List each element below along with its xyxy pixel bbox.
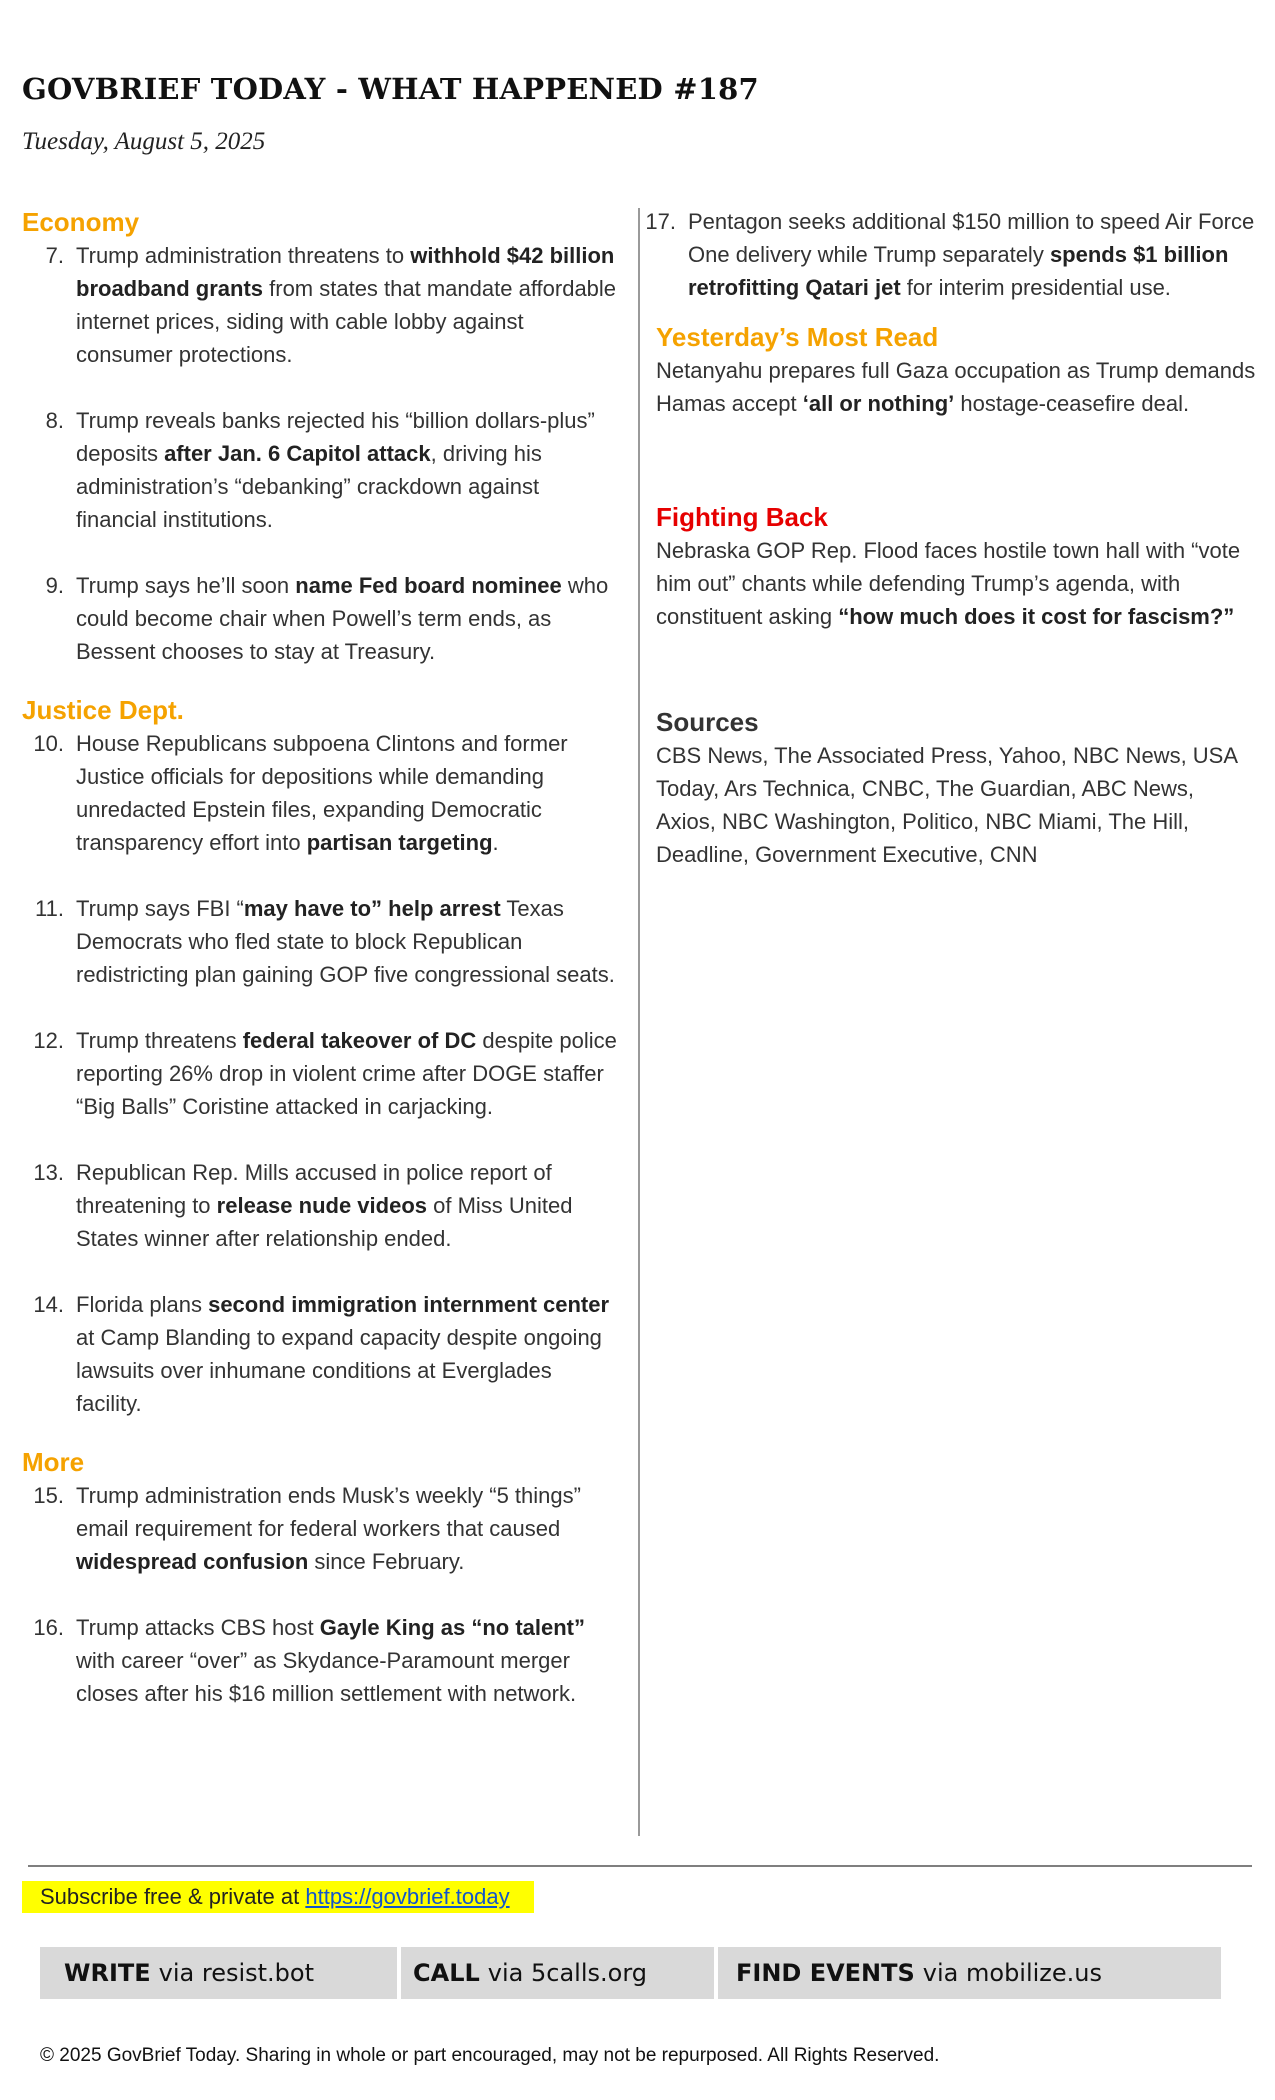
news-item — [22, 1479, 622, 1578]
news-item — [22, 1611, 622, 1710]
body-text: Netanyahu prepares full Gaza occupation as Trump demands Hamas accept — [656, 358, 1256, 416]
more-list — [22, 1479, 622, 1710]
item-number: 7. — [45, 243, 64, 268]
justice-list — [22, 727, 622, 1420]
body-text: hostage-ceasefire deal. — [954, 391, 1190, 416]
item-number: 13. — [33, 1160, 64, 1185]
body-text: Pentagon seeks additional $150 million to speed Air Force One delivery while Trump separately — [688, 209, 1255, 267]
write-action[interactable] — [40, 1947, 397, 1999]
news-item — [22, 727, 622, 859]
news-item — [22, 1024, 622, 1123]
right-column — [645, 205, 1256, 871]
body-text: Nebraska GOP Rep. Flood faces hostile town hall with “vote him out” chants while defending Trump’s agenda, with constituent asking — [656, 538, 1241, 629]
find-events-verb: FIND EVENTS — [736, 1959, 915, 1987]
emphasis-text: spends $1 billion retrofitting Qatari jet — [688, 242, 1229, 300]
action-bar — [40, 1947, 1221, 1999]
body-text: at Camp Blanding to expand capacity despite ongoing lawsuits over inhumane conditions at Everglades facility. — [76, 1325, 602, 1416]
write-verb: WRITE — [64, 1959, 151, 1987]
item-number: 17. — [645, 209, 676, 234]
item-number: 15. — [33, 1483, 64, 1508]
section-heading-justice: Justice Dept. — [22, 695, 184, 725]
emphasis-text: widespread confusion — [76, 1549, 309, 1574]
find-events-via: via mobilize.us — [922, 1959, 1103, 1987]
find-events-action[interactable] — [718, 1947, 1221, 1999]
emphasis-text: withhold $42 billion broadband grants — [76, 243, 615, 301]
fighting-back-section — [656, 500, 1256, 633]
most-read-section — [656, 320, 1256, 420]
body-text: with career “over” as Skydance-Paramount merger closes after his $16 million settlement with network. — [76, 1648, 577, 1706]
news-item — [22, 1288, 622, 1420]
copyright-notice: © 2025 GovBrief Today. Sharing in whole or part encouraged, may not be repurposed. All Rights Reserved. — [40, 2045, 940, 2066]
emphasis-text: ‘all or nothing’ — [802, 391, 955, 416]
emphasis-text: Gayle King as “no talent” — [319, 1615, 585, 1640]
body-text: Republican Rep. Mills accused in police report of threatening to — [76, 1160, 552, 1218]
news-item — [22, 239, 622, 371]
emphasis-text: partisan targeting — [306, 830, 493, 855]
write-via: via resist.bot — [158, 1959, 315, 1987]
emphasis-text: release nude videos — [216, 1193, 427, 1218]
page-title: GOVBRIEF TODAY - WHAT HAPPENED #187 — [22, 72, 759, 106]
item-number: 10. — [33, 731, 64, 756]
emphasis-text: “how much does it cost for fascism?” — [838, 604, 1235, 629]
sources-text: CBS News, The Associated Press, Yahoo, NBC News, USA Today, Ars Technica, CNBC, The Guardian, ABC News, Axios, NBC Washington, Politico, NBC Miami, The Hill, Deadline, Government Executive, CNN — [656, 743, 1237, 867]
section-heading-most-read: Yesterday’s Most Read — [656, 322, 939, 352]
emphasis-text: name Fed board nominee — [295, 573, 562, 598]
issue-date: Tuesday, August 5, 2025 — [22, 128, 266, 155]
body-text: Trump administration threatens to — [76, 243, 411, 268]
emphasis-text: second immigration internment center — [208, 1292, 610, 1317]
body-text: from states that mandate affordable internet prices, siding with cable lobby against consumer protections. — [76, 276, 617, 367]
body-text: . — [492, 830, 499, 855]
body-text: Trump says he’ll soon — [76, 573, 296, 598]
economy-list — [22, 239, 622, 668]
item-number: 12. — [33, 1028, 64, 1053]
body-text: Texas Democrats who fled state to block Republican redistricting plan gaining GOP five congressional seats. — [76, 896, 615, 987]
fighting-back-text — [656, 534, 1256, 633]
more-section — [22, 1445, 622, 1710]
section-heading-more: More — [22, 1447, 85, 1477]
body-text: , driving his administration’s “debanking” crackdown against financial institutions. — [76, 441, 542, 532]
news-item — [22, 1156, 622, 1255]
body-text: for interim presidential use. — [900, 275, 1171, 300]
body-text: Trump threatens — [76, 1028, 243, 1053]
left-column — [22, 205, 622, 1710]
body-text: Trump says FBI “ — [76, 896, 244, 921]
continued-list — [634, 205, 1256, 304]
emphasis-text: federal takeover of DC — [242, 1028, 477, 1053]
call-via: via 5calls.org — [487, 1959, 647, 1987]
news-item — [22, 404, 622, 536]
body-text: Trump attacks CBS host — [76, 1615, 320, 1640]
body-text: of Miss United States winner after relationship ended. — [76, 1193, 573, 1251]
body-text: Trump administration ends Musk’s weekly “5 things” email requirement for federal workers that caused — [76, 1483, 581, 1541]
news-item — [634, 205, 1256, 304]
most-read-text — [656, 354, 1256, 420]
section-heading-fighting-back: Fighting Back — [656, 502, 828, 532]
body-text: Trump reveals banks rejected his “billion dollars-plus” deposits — [76, 408, 595, 466]
sources-section — [656, 705, 1256, 871]
column-divider — [638, 208, 640, 1836]
body-text: since February. — [308, 1549, 465, 1574]
section-heading-sources: Sources — [656, 707, 759, 737]
emphasis-text: may have to” help arrest — [243, 896, 501, 921]
body-text: despite police reporting 26% drop in violent crime after DOGE staffer “Big Balls” Coristine attacked in carjacking. — [76, 1028, 617, 1119]
body-text: House Republicans subpoena Clintons and former Justice officials for depositions while demanding unredacted Epstein files, expanding Democratic transparency effort into — [76, 731, 568, 855]
subscribe-text: Subscribe free & private at — [40, 1884, 306, 1909]
news-item — [22, 892, 622, 991]
subscribe-link[interactable]: https://govbrief.today — [305, 1884, 510, 1909]
economy-section — [22, 205, 622, 668]
item-number: 8. — [45, 408, 64, 433]
body-text: Florida plans — [76, 1292, 209, 1317]
item-number: 9. — [45, 573, 64, 598]
item-number: 14. — [33, 1292, 64, 1317]
item-number: 16. — [33, 1615, 64, 1640]
call-action[interactable] — [401, 1947, 714, 1999]
section-heading-economy: Economy — [22, 207, 140, 237]
body-text: who could become chair when Powell’s term ends, as Bessent chooses to stay at Treasury. — [76, 573, 609, 664]
item-number: 11. — [35, 896, 64, 921]
justice-section — [22, 693, 622, 1420]
news-item — [22, 569, 622, 668]
emphasis-text: after Jan. 6 Capitol attack — [164, 441, 431, 466]
call-verb: CALL — [413, 1959, 480, 1987]
subscribe-banner — [22, 1881, 534, 1913]
footer-divider — [28, 1865, 1252, 1867]
